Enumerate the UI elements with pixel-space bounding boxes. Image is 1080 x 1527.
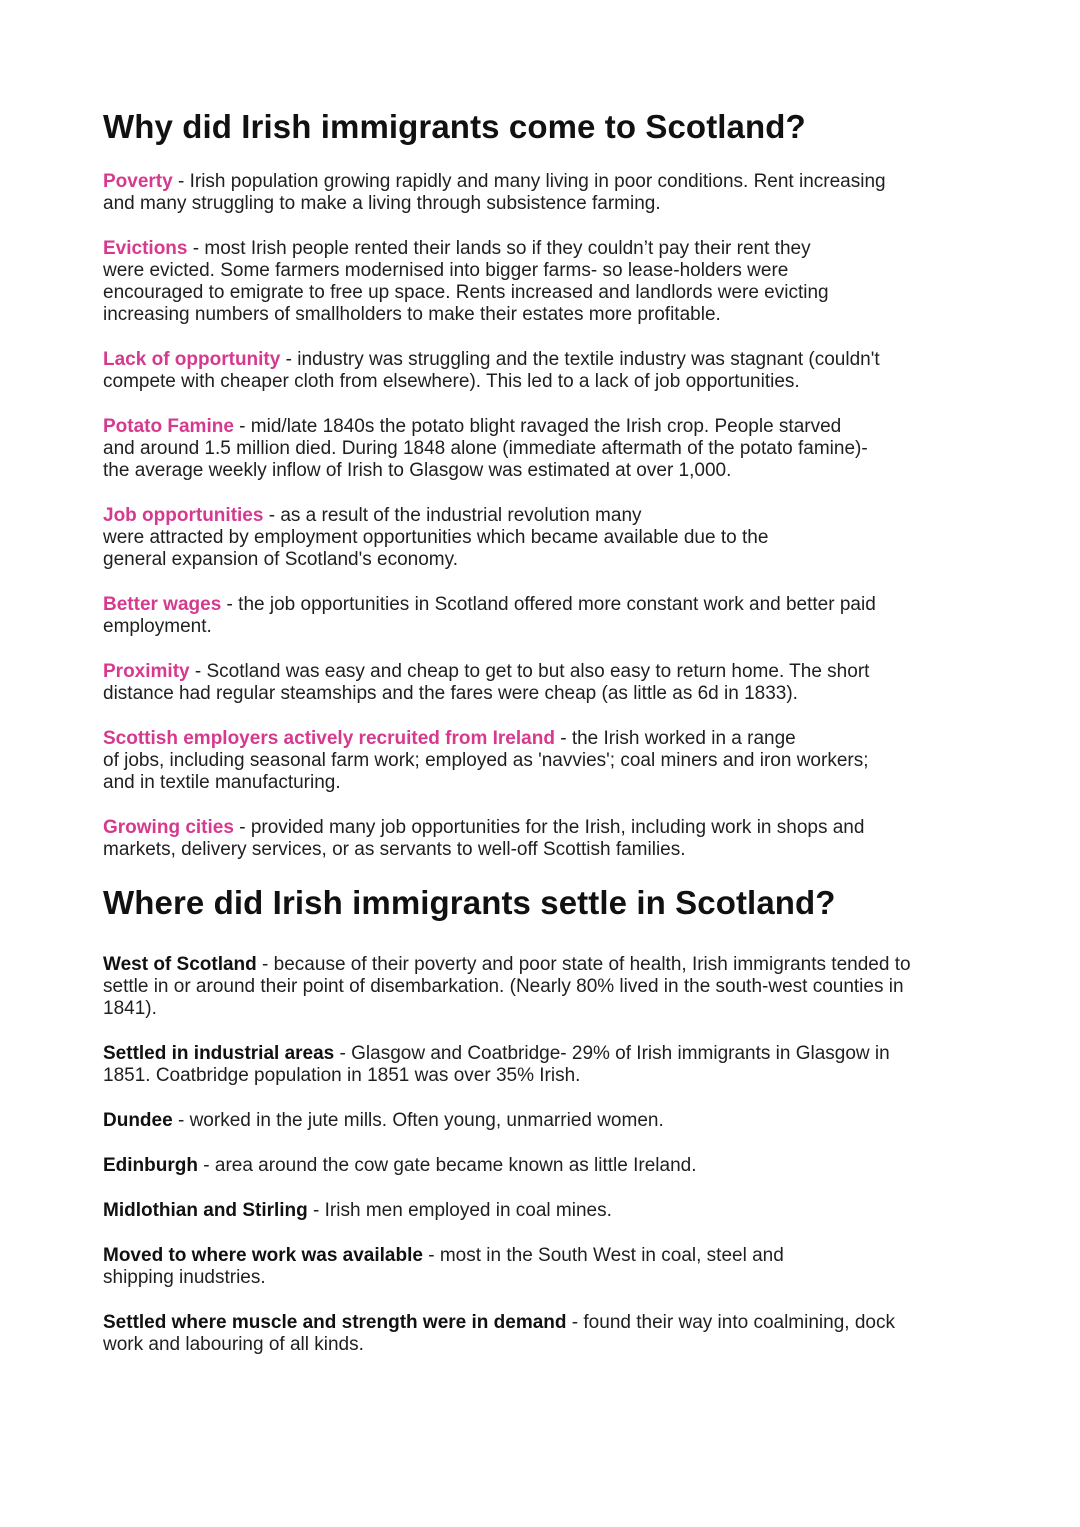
paragraph-text: Irish population growing rapidly and many living in poor conditions. Rent increasing and many struggling to make a living through subsistence farming. [103,171,886,214]
paragraph-industrial-areas: Settled in industrial areas - Glasgow and Coatbridge- 29% of Irish immigrants in Glasgow in 1851. Coatbridge population in 1851 was over 35% Irish. [103,1043,890,1086]
paragraph-job-opportunities: Job opportunities - as a result of the industrial revolution many were attracted by employment opportunities which became available due to the general expansion of Scotland's economy. [103,505,769,570]
paragraph-text: the Irish worked in a range of jobs, including seasonal farm work; employed as 'navvies'; coal miners and iron workers; and in textile manufacturing. [103,728,869,793]
paragraph-text: provided many job opportunities for the Irish, including work in shops and markets, delivery services, or as servants to well-off Scottish families. [103,817,865,860]
term-label: Settled where muscle and strength were in demand [103,1312,567,1333]
term-label: Proximity [103,661,190,682]
paragraph-midlothian-stirling: Midlothian and Stirling - Irish men employed in coal mines. [103,1200,612,1221]
term-label: Lack of opportunity [103,349,281,370]
paragraph-text: the job opportunities in Scotland offered more constant work and better paid employment. [103,594,876,637]
paragraph-text: mid/late 1840s the potato blight ravaged the Irish crop. People starved and around 1.5 million died. During 1848 alone (immediate aftermath of the potato famine)- the average weekly inflow of Irish to Glasgow was estimated at over 1,000. [103,416,868,481]
paragraph-text: Scotland was easy and cheap to get to but also easy to return home. The short distance had regular steamships and the fares were cheap (as little as 6d in 1833). [103,661,870,704]
paragraph-growing-cities: Growing cities - provided many job opportunities for the Irish, including work in shops and markets, delivery services, or as servants to well-off Scottish families. [103,817,865,860]
paragraph-text: found their way into coalmining, dock work and labouring of all kinds. [103,1312,895,1355]
term-label: Settled in industrial areas [103,1043,335,1064]
paragraph-text: most in the South West in coal, steel and shipping inudstries. [103,1245,784,1288]
paragraph-poverty: Poverty - Irish population growing rapidly and many living in poor conditions. Rent increasing and many struggling to make a living through subsistence farming. [103,171,886,214]
paragraph-dundee: Dundee - worked in the jute mills. Often young, unmarried women. [103,1110,664,1131]
term-label: Poverty [103,171,173,192]
term-label: Growing cities [103,817,234,838]
paragraph-better-wages: Better wages - the job opportunities in Scotland offered more constant work and better paid employment. [103,594,876,637]
term-label: Potato Famine [103,416,234,437]
paragraph-lack-of-opportunity: Lack of opportunity - industry was struggling and the textile industry was stagnant (couldn't compete with cheaper cloth from elsewhere). This led to a lack of job opportunities. [103,349,880,392]
paragraph-work-available: Moved to where work was available - most in the South West in coal, steel and shipping inudstries. [103,1245,784,1288]
paragraph-text: Glasgow and Coatbridge- 29% of Irish immigrants in Glasgow in 1851. Coatbridge population in 1851 was over 35% Irish. [103,1043,890,1086]
section-why-immigrants-came [103,107,983,861]
term-label: Edinburgh [103,1155,198,1176]
term-label: Moved to where work was available [103,1245,423,1266]
term-label: Dundee [103,1110,173,1131]
paragraph-proximity: Proximity - Scotland was easy and cheap to get to but also easy to return home. The short distance had regular steamships and the fares were cheap (as little as 6d in 1833). [103,661,870,704]
term-label: Better wages [103,594,222,615]
paragraph-text: most Irish people rented their lands so if they couldn’t pay their rent they were evicted. Some farmers modernised into bigger farms- so lease-holders were encouraged to emigrate to free up space. Rents increased and landlords were evicting increasing numbers of smallholders to make their estates more profitable. [103,238,829,325]
section-where-immigrants-settled [103,883,983,1356]
term-label: Evictions [103,238,188,259]
paragraph-text: industry was struggling and the textile industry was stagnant (couldn't compete with cheaper cloth from elsewhere). This led to a lack of job opportunities. [103,349,880,392]
paragraph-muscle-strength: Settled where muscle and strength were in demand - found their way into coalmining, dock work and labouring of all kinds. [103,1312,895,1355]
section-title-where: Where did Irish immigrants settle in Scotland? [103,884,836,921]
paragraph-edinburgh: Edinburgh - area around the cow gate became known as little Ireland. [103,1155,697,1176]
paragraph-text: Irish men employed in coal mines. [324,1200,612,1221]
paragraph-west-of-scotland: West of Scotland - because of their poverty and poor state of health, Irish immigrants tended to settle in or around their point of disembarkation. (Nearly 80% lived in the south-west counties in 1841). [103,954,911,1019]
paragraph-text: worked in the jute mills. Often young, unmarried women. [189,1110,664,1131]
paragraph-potato-famine: Potato Famine - mid/late 1840s the potato blight ravaged the Irish crop. People starved and around 1.5 million died. During 1848 alone (immediate aftermath of the potato famine)- the average weekly inflow of Irish to Glasgow was estimated at over 1,000. [103,416,868,481]
term-label: West of Scotland [103,954,257,975]
paragraph-scottish-employers: Scottish employers actively recruited from Ireland - the Irish worked in a range of jobs, including seasonal farm work; employed as 'navvies'; coal miners and iron workers; and in textile manufacturing. [103,728,869,793]
paragraph-text: as a result of the industrial revolution many were attracted by employment opportunities which became available due to the general expansion of Scotland's economy. [103,505,769,570]
paragraph-text: area around the cow gate became known as little Ireland. [214,1155,697,1176]
paragraph-evictions: Evictions - most Irish people rented their lands so if they couldn’t pay their rent they were evicted. Some farmers modernised into bigger farms- so lease-holders were encouraged to emigrate to free up space. Rents increased and landlords were evicting increasing numbers of smallholders to make their estates more profitable. [103,238,829,325]
term-label: Job opportunities [103,505,264,526]
term-label: Midlothian and Stirling [103,1200,308,1221]
term-label: Scottish employers actively recruited from Ireland [103,728,555,749]
section-title-why: Why did Irish immigrants come to Scotland? [103,108,806,145]
document-page [103,100,983,1356]
paragraph-text: because of their poverty and poor state of health, Irish immigrants tended to settle in or around their point of disembarkation. (Nearly 80% lived in the south-west counties in 1841). [103,954,911,1019]
